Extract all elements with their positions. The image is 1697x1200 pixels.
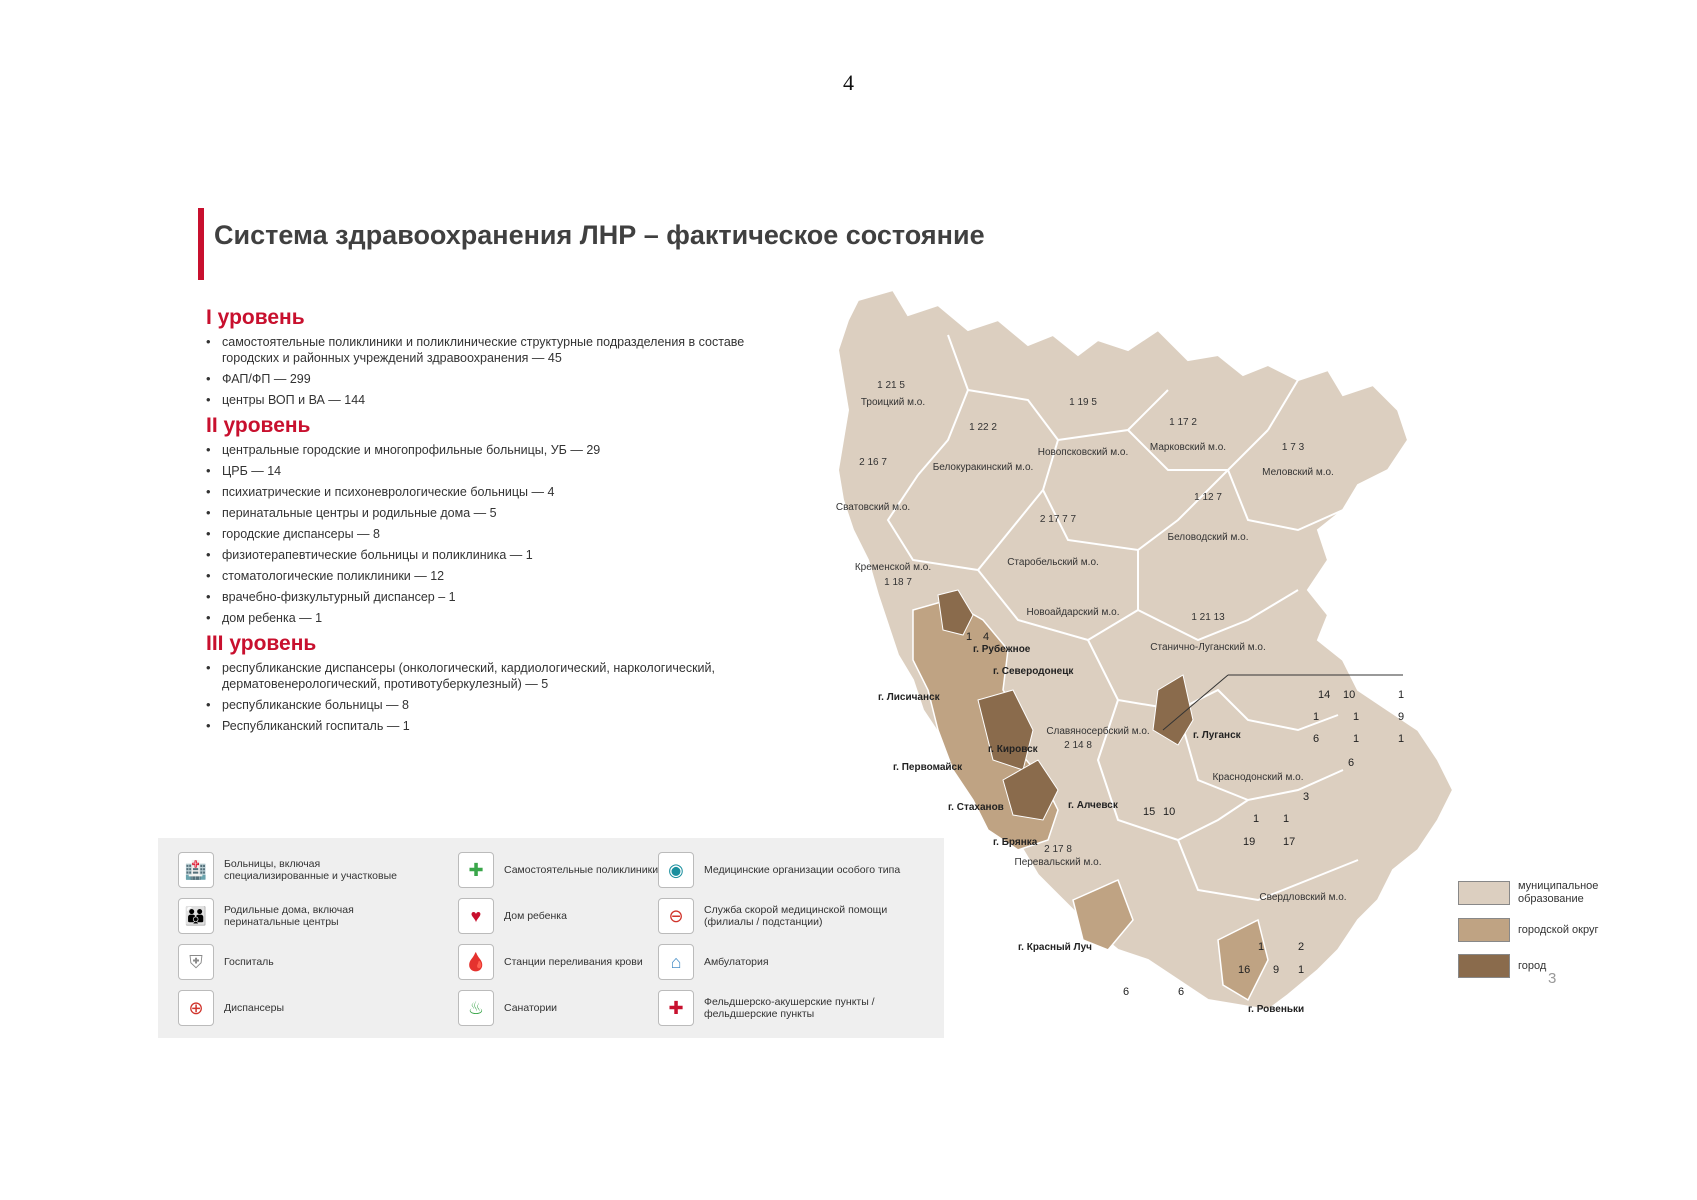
legend-label: Санатории: [504, 1002, 558, 1014]
legend-item: [178, 852, 424, 888]
territory-legend-item: [1458, 954, 1658, 978]
legend-item: [178, 898, 424, 934]
region-label: Новопсковский м.о.: [1037, 447, 1129, 458]
map-svg: [798, 260, 1558, 1050]
region-label: Сватовский м.о.: [835, 502, 911, 513]
facility-count: 16: [1238, 964, 1251, 976]
territory-legend-label: городской округ: [1518, 923, 1599, 936]
level-1-list: [206, 334, 766, 408]
level-2-list: [206, 442, 766, 626]
facility-count: 6: [1178, 986, 1185, 998]
list-item: • самостоятельные поликлиники и поликлинические структурные подразделения в составе городских и районных учреждений здравоохранения — 45: [222, 334, 766, 366]
region-counts: 1 17 2: [1169, 417, 1197, 428]
territory-legend-item: [1458, 880, 1658, 906]
city-label: г. Северодонецк: [993, 666, 1074, 677]
city-label: г. Рубежное: [973, 644, 1031, 655]
legend-item: [458, 852, 658, 888]
facility-count: 1: [1313, 711, 1320, 723]
hospital-icon: 🏥: [178, 852, 214, 888]
facility-count: 1: [1353, 733, 1360, 745]
city-district-swatch: [1458, 918, 1510, 942]
region-counts: 1 19 5: [1069, 397, 1097, 408]
outpatient-icon: ⌂: [658, 944, 694, 980]
legend-label: Госпиталь: [224, 956, 274, 968]
city-label: г. Стаханов: [948, 802, 1004, 813]
region-counts: 2 17 7 7: [1039, 514, 1077, 525]
legend-label: Дом ребенка: [504, 910, 567, 922]
region-label: Кременской м.о.: [854, 562, 932, 573]
region-counts: 1 21 13: [1191, 612, 1225, 623]
military-hospital-icon: ⛨: [178, 944, 214, 980]
facility-count: 1: [1283, 813, 1290, 825]
list-item: • ФАП/ФП — 299: [222, 371, 766, 387]
region-counts: 1 21 5: [877, 380, 905, 391]
region-counts: 1 22 2: [969, 422, 997, 433]
city-label: г. Луганск: [1193, 730, 1241, 741]
legend-label: Больницы, включая специализированные и участковые: [224, 858, 397, 882]
region-label: Марковский м.о.: [1149, 442, 1227, 453]
list-item: • республиканские диспансеры (онкологический, кардиологический, наркологический, дерматовенерологический, противотуберкулезный) — 5: [222, 660, 766, 692]
facility-count: 1: [966, 631, 973, 643]
list-item: • перинатальные центры и родильные дома — 5: [222, 505, 766, 521]
slide-number: 3: [1548, 970, 1557, 987]
polyclinic-icon: ✚: [458, 852, 494, 888]
region-counts: 1 7 3: [1281, 442, 1305, 453]
region-label: Славяносербский м.о.: [1046, 726, 1150, 737]
facility-count: 6: [1348, 757, 1355, 769]
list-item: • республиканские больницы — 8: [222, 697, 766, 713]
city-label: г. Ровеньки: [1248, 1004, 1305, 1015]
facility-count: 6: [1313, 733, 1320, 745]
region-map: [798, 260, 1558, 1050]
blood-station-icon: 🩸: [458, 944, 494, 980]
territory-legend-label: город: [1518, 959, 1547, 972]
list-item: • врачебно-физкультурный диспансер – 1: [222, 589, 766, 605]
city-label: г. Первомайск: [893, 762, 963, 773]
legend-item: [658, 944, 769, 980]
legend-item: [458, 898, 567, 934]
facility-count: 15: [1143, 806, 1156, 818]
facility-count: 1: [1253, 813, 1260, 825]
facility-count: 10: [1163, 806, 1176, 818]
region-label: Меловский м.о.: [1262, 467, 1334, 478]
facility-count: 1: [1298, 964, 1305, 976]
region-label: Станично-Луганский м.о.: [1150, 642, 1266, 653]
level-3-list: [206, 660, 766, 734]
facility-count: 2: [1298, 941, 1305, 953]
facility-count: 9: [1273, 964, 1280, 976]
level-3-heading: III уровень: [206, 632, 317, 655]
facility-count: 17: [1283, 836, 1296, 848]
legend-label: Диспансеры: [224, 1002, 285, 1014]
legend-item: [458, 944, 643, 980]
legend-label: Медицинские организации особого типа: [704, 864, 901, 876]
region-counts: 2 17 8: [1044, 844, 1072, 855]
city-swatch: [1458, 954, 1510, 978]
legend-label: Станции переливания крови: [504, 956, 643, 968]
level-1-heading: I уровень: [206, 306, 305, 329]
page-number: 4: [843, 70, 854, 95]
territory-legend-label: муниципальное образование: [1518, 880, 1599, 905]
facility-count: 3: [1303, 791, 1310, 803]
city-label: г. Красный Луч: [1018, 942, 1092, 953]
region-label: Белокуракинский м.о.: [932, 462, 1034, 473]
fap-icon: ✚: [658, 990, 694, 1026]
maternity-icon: 👪: [178, 898, 214, 934]
municipal-swatch: [1458, 881, 1510, 905]
dispensary-icon: ⊕: [178, 990, 214, 1026]
title-accent-bar: [198, 208, 204, 280]
level-2-heading: II уровень: [206, 414, 311, 437]
legend-item: [178, 944, 274, 980]
legend-item: [178, 990, 284, 1026]
facility-count: 19: [1243, 836, 1256, 848]
legend-label: Амбулатория: [704, 956, 769, 968]
list-item: • дом ребенка — 1: [222, 610, 766, 626]
ambulance-icon: ⊖: [658, 898, 694, 934]
legend-label: Фельдшерско-акушерские пункты / фельдшерские пункты: [704, 996, 875, 1020]
list-item: • ЦРБ — 14: [222, 463, 766, 479]
list-item: • физиотерапевтические больницы и поликлиника — 1: [222, 547, 766, 563]
city-label: г. Лисичанск: [878, 692, 940, 703]
list-item: • Республиканский госпиталь — 1: [222, 718, 766, 734]
legend-label: Родильные дома, включая перинатальные центры: [224, 904, 354, 928]
region-counts: 2 14 8: [1064, 740, 1092, 751]
region-counts: 1 18 7: [884, 577, 912, 588]
orphanage-icon: ♥: [458, 898, 494, 934]
slide: [158, 200, 1599, 1050]
region-label: Перевальский м.о.: [1014, 857, 1102, 868]
region-label: Новоайдарский м.о.: [1026, 607, 1120, 618]
region-counts: 2 16 7: [859, 457, 887, 468]
region-label: Беловодский м.о.: [1167, 532, 1249, 543]
facility-count: 1: [1258, 941, 1265, 953]
legend-item: [458, 990, 557, 1026]
city-label: г. Брянка: [993, 837, 1038, 848]
city-label: г. Алчевск: [1068, 800, 1118, 811]
list-item: • центры ВОП и ВА — 144: [222, 392, 766, 408]
region-label: Старобельский м.о.: [1007, 557, 1099, 568]
facility-count: 1: [1353, 711, 1360, 723]
legend-label: Служба скорой медицинской помощи (филиалы / подстанции): [704, 904, 888, 928]
slide-title: Система здравоохранения ЛНР – фактическое состояние: [214, 220, 985, 250]
special-org-icon: ◉: [658, 852, 694, 888]
region-label: Троицкий м.о.: [860, 397, 926, 408]
list-item: • психиатрические и психоневрологические больницы — 4: [222, 484, 766, 500]
facility-count: 9: [1398, 711, 1405, 723]
region-counts: 1 12 7: [1194, 492, 1222, 503]
region-label: Краснодонский м.о.: [1212, 772, 1304, 783]
facility-count: 1: [1398, 733, 1405, 745]
legend-label: Самостоятельные поликлиники: [504, 864, 659, 876]
list-item: • центральные городские и многопрофильные больницы, УБ — 29: [222, 442, 766, 458]
care-levels: [206, 300, 766, 739]
facility-count: 10: [1343, 689, 1356, 701]
facility-count: 6: [1123, 986, 1130, 998]
territory-legend: [1458, 880, 1658, 990]
facility-count: 4: [983, 631, 990, 643]
sanatorium-icon: ♨: [458, 990, 494, 1026]
facility-count: 14: [1318, 689, 1331, 701]
territory-legend-item: [1458, 918, 1658, 942]
facility-count: 1: [1398, 689, 1405, 701]
list-item: • стоматологические поликлиники — 12: [222, 568, 766, 584]
list-item: • городские диспансеры — 8: [222, 526, 766, 542]
region-label: Свердловский м.о.: [1259, 892, 1347, 903]
city-label: г. Кировск: [988, 744, 1038, 755]
